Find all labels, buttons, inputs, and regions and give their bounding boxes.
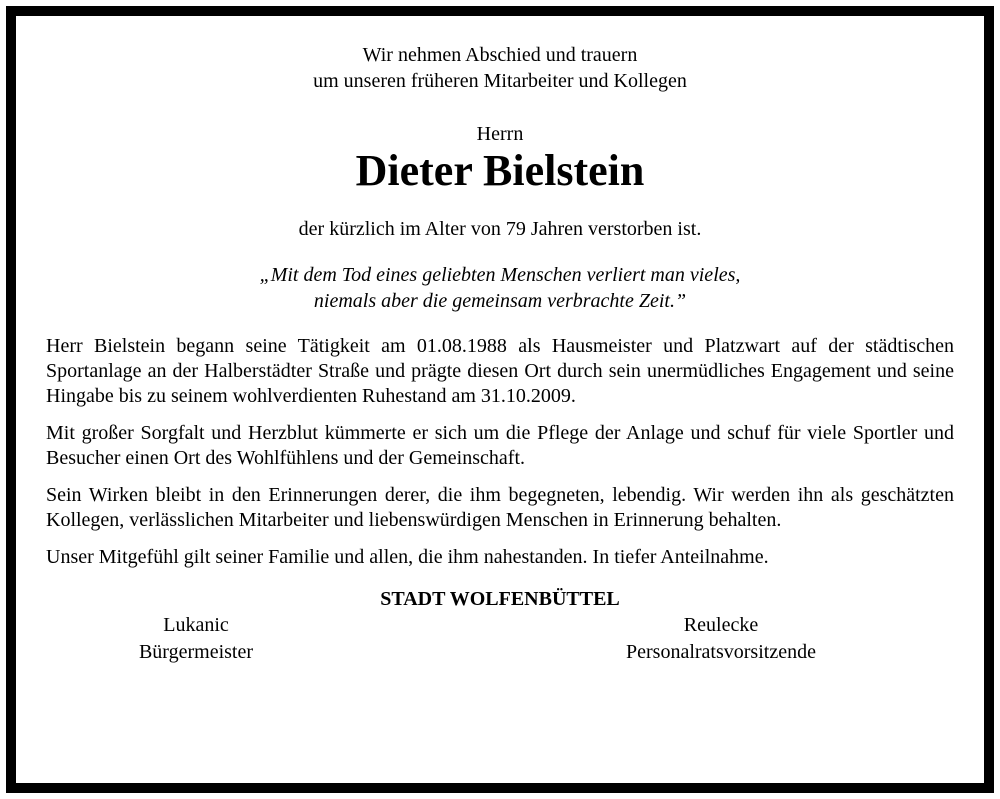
signatures <box>46 612 954 672</box>
intro-line-1: Wir nehmen Abschied und trauern <box>362 44 638 66</box>
body-paragraph-1: Herr Bielstein begann seine Tätigkeit am 01.08.1988 als Hausmeister und Platzwart auf der städtischen Sportanlage an der Halberstädter Straße und prägte diesen Ort durch sein unermüdliches Engagement und seine Hingabe bis zu seinem wohlverdienten Ruhestand am 31.10.2009. <box>46 335 954 407</box>
memorial-quote <box>46 262 954 314</box>
deceased-name: Dieter Bielstein <box>355 146 645 195</box>
organization-name: STADT WOLFENBÜTTEL <box>380 588 620 610</box>
obituary-frame <box>6 6 994 793</box>
age-line: der kürzlich im Alter von 79 Jahren verstorben ist. <box>298 218 702 240</box>
signatory-left-name: Lukanic <box>163 614 229 636</box>
body-paragraph-3: Sein Wirken bleibt in den Erinnerungen derer, die ihm begegneten, lebendig. Wir werden ihn als geschätzten Kollegen, verlässlichen Mitarbeiter und liebenswürdigen Menschen in Erinnerung behalten. <box>46 484 954 531</box>
body-paragraph-4: Unser Mitgefühl gilt seiner Familie und allen, die ihm nahestanden. In tiefer Anteilnahme. <box>46 546 769 568</box>
signatory-right-name: Reulecke <box>683 614 759 636</box>
intro-line-2: um unseren früheren Mitarbeiter und Kollegen <box>313 70 687 92</box>
signatory-right-title: Personalratsvorsitzende <box>626 641 816 663</box>
quote-line-2: niemals aber die gemeinsam verbrachte Zeit.” <box>313 290 687 312</box>
intro-text <box>46 42 954 94</box>
body-paragraph-2: Mit großer Sorgfalt und Herzblut kümmerte er sich um die Pflege der Anlage und schuf für viele Sportler und Besucher einen Ort des Wohlfühlens und der Gemeinschaft. <box>46 422 954 469</box>
signatory-right <box>576 612 866 666</box>
salutation: Herrn <box>476 123 524 145</box>
obituary-content <box>46 42 954 672</box>
signatory-left-title: Bürgermeister <box>138 641 254 663</box>
quote-line-1: „Mit dem Tod eines geliebten Menschen verliert man vieles, <box>259 264 741 286</box>
signatory-left <box>116 612 276 666</box>
